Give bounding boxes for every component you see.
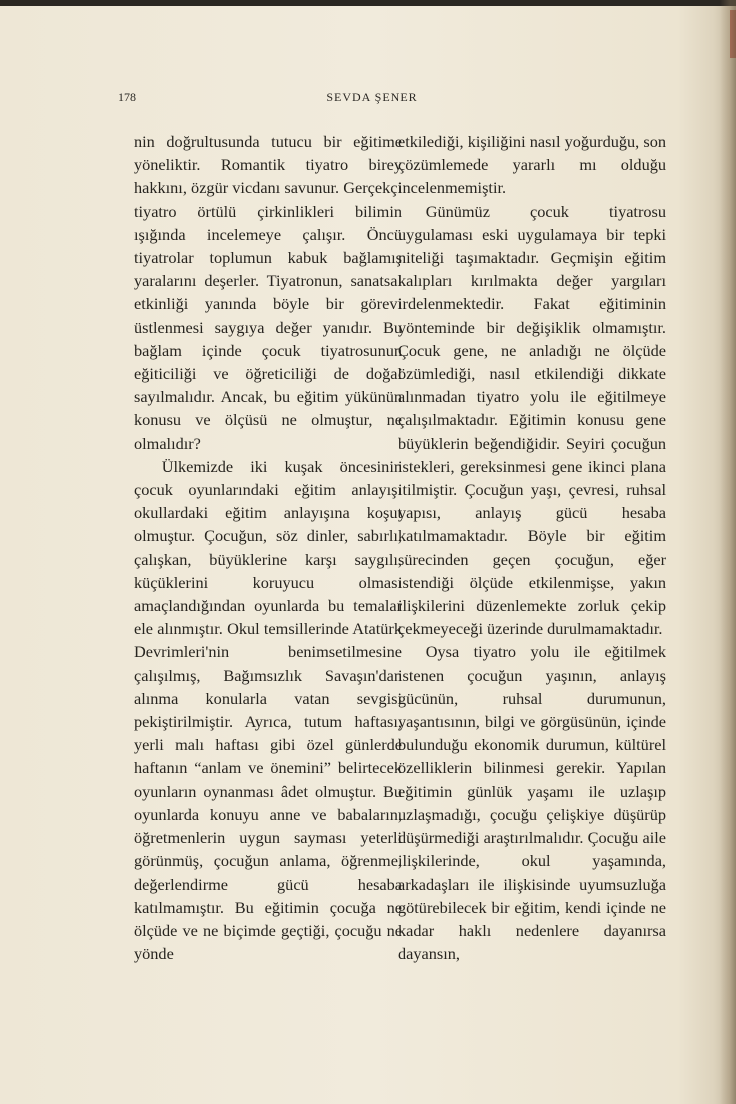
page-header — [118, 90, 626, 112]
paragraph: nin doğrultusunda tutucu bir eğitime yöneliktir. Romantik tiyatro birey hakkını, özgür vicdanı savunur. Gerçekçi tiyatro örtülü çirkinlikleri bilimin ışığında incelemeye çalışır. Öncü tiyatrolar toplumun kabuk bağlamış yaralarını deşerler. Tiyatronun, sanatsal etkinliği yanında böyle bir görevi üstlenmesi saygıya değer yanıdır. Bu bağlam içinde çocuk tiyatrosunun eğiticiliği ve öğreticiliği de doğal sayılmalıdır. Ancak, bu eğitim yükünün konusu ve ölçüsü ne olmuştur, ne olmalıdır? — [134, 132, 402, 453]
running-head: SEVDA ŞENER — [326, 90, 418, 104]
left-column — [134, 130, 402, 965]
paragraph: Oysa tiyatro yolu ile eğitilmek istenen çocuğun yaşının, anlayış gücünün, ruhsal durumunun, yaşantısının, bilgi ve görgüsünün, içinde bulunduğu ekonomik durumun, kültürel özelliklerin bilinmesi gerekir. Yapılan eğitimin günlük yaşamı ile uzlaşıp uzlaşmadığı, çocuğu çelişkiye düşürüp düşürmediği araştırılmalıdır. Çocuğu aile ilişkilerinde, okul yaşamında, arkadaşları ile ilişkisinde uyumsuzluğa götürebilecek bir eğitim, kendi içinde ne kadar haklı nedenlere dayanırsa dayansın, — [398, 642, 666, 964]
paragraph: etkilediği, kişiliğini nasıl yoğurduğu, son çözümlemede yararlı mı olduğu incelenmemiştir. — [398, 132, 666, 198]
paragraph: Ülkemizde iki kuşak öncesinin çocuk oyunlarındaki eğitim anlayışı okullardaki eğitim anlayışına koşut olmuştur. Çocuğun, söz dinler, sabırlı, çalışkan, büyüklerine karşı saygılı, küçüklerini koruyucu olması amaçlandığından oyunlarda bu temalar ele alınmıştır. Okul temsillerinde Atatürk Devrimleri'nin benimsetilmesine çalışılmış, Bağımsızlık Savaşın'dan alınma konularla vatan sevgisi pekiştirilmiştir. Ayrıca, tutum haftası, yerli malı haftası gibi özel günlerde haftanın “anlam ve önemini” belirtecek oyunların oynanması âdet olmuştur. Bu oyunlarda konuyu anne ve babaların, öğretmenlerin uygun sayması yeterli görünmüş, çocuğun anlama, öğrenme, değerlendirme gücü hesaba katılmamıştır. Bu eğitimin çocuğa ne ölçüde ve ne biçimde geçtiği, çocuğu ne yönde — [134, 456, 402, 964]
page-number: 178 — [118, 90, 136, 104]
scan-top-edge — [0, 0, 736, 6]
page-gutter-shadow — [720, 0, 736, 1104]
paragraph: Günümüz çocuk tiyatrosu uygulaması eski uygulamaya bir tepki niteliği taşımaktadır. Geçmişin eğitim kalıpları kırılmakta değer yargıları irdelenmektedir. Fakat eğitiminin yönteminde bir değişiklik olmamıştır. Çocuk gene, ne anladığı ne ölçüde özümlediği, nasıl etkilendiği dikkate alınmadan tiyatro yolu ile eğitilmeye çalışılmaktadır. Eğitimin konusu gene büyüklerin beğendiğidir. Seyiri çocuğun istekleri, gereksinmesi gene ikinci plana itilmiştir. Çocuğun yaşı, çevresi, ruhsal yapısı, anlayış gücü hesaba katılmamaktadır. Böyle bir eğitim sürecinden geçen çocuğun, eğer istendiği ölçüde etkilenmişse, yakın ilişkilerini düzenlemekte zorluk çekip çekmeyeceği üzerinde durulmamaktadır. — [398, 201, 666, 639]
right-column — [398, 130, 666, 965]
